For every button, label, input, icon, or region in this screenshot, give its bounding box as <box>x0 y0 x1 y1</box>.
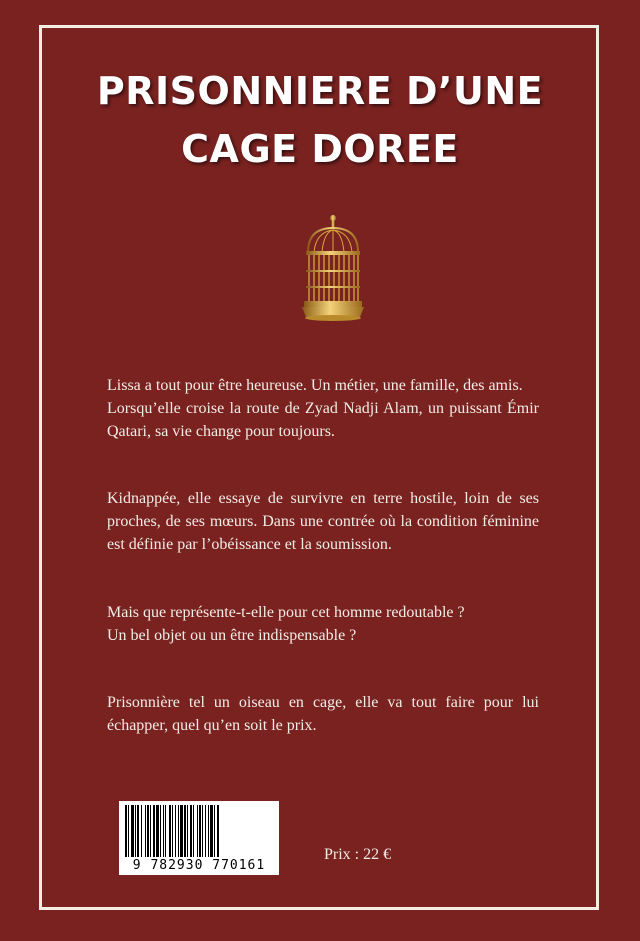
barcode-bar <box>187 805 188 857</box>
barcode-bar <box>156 805 159 857</box>
barcode-bar <box>153 805 155 857</box>
blurb-sentence: Prisonnière tel un oiseau en cage, elle va tout faire pour lui échapper, quel qu’en soit le prix. <box>107 694 539 734</box>
barcode-bars <box>119 801 279 859</box>
barcode-bar <box>184 805 186 857</box>
barcode-bar <box>205 805 206 857</box>
barcode-bar <box>145 805 146 857</box>
price-label: Prix : 22 € <box>324 846 392 863</box>
barcode-bar <box>131 805 134 857</box>
blurb-sentence: Lissa a tout pour être heureuse. Un métier, une famille, des amis. <box>107 377 523 394</box>
barcode-bar <box>202 805 203 857</box>
barcode-bar <box>172 805 173 857</box>
barcode-bar <box>178 805 179 857</box>
blurb-sentence: Mais que représente-t-elle pour cet homme redoutable ? <box>107 604 465 621</box>
isbn-barcode <box>119 801 279 875</box>
isbn-number: 9 782930 770161 <box>132 858 266 873</box>
title-line-1: PRISONNIERE D’UNE <box>96 69 544 113</box>
barcode-bar <box>135 805 136 857</box>
barcode-bar <box>137 805 139 857</box>
barcode-bar <box>169 805 171 857</box>
barcode-bar <box>160 805 161 857</box>
barcode-bar <box>128 805 129 857</box>
barcode-bar <box>210 805 213 857</box>
blurb-sentence: Lorsqu’elle croise la route de Zyad Nadji Alam, un puissant Émir Qatari, sa vie change pour toujours. <box>107 400 539 440</box>
blurb-paragraph-3 <box>107 601 539 647</box>
blurb-paragraph-2 <box>107 487 539 556</box>
barcode-bar <box>165 805 166 857</box>
blurb-paragraph-4 <box>107 691 539 737</box>
golden-birdcage-icon <box>300 212 366 324</box>
barcode-bar <box>150 805 151 857</box>
blurb-sentence: Kidnappée, elle essaye de survivre en terre hostile, loin de ses proches, de ses mœurs. Dans une contrée où la condition féminine est définie par l’obéissance et la soumission. <box>107 490 539 553</box>
barcode-bar <box>175 805 176 857</box>
barcode-bar <box>125 805 127 857</box>
blurb-paragraph-1 <box>107 374 539 443</box>
barcode-bar <box>141 805 142 857</box>
barcode-bar <box>163 805 164 857</box>
book-title <box>0 62 640 178</box>
barcode-bar <box>208 805 209 857</box>
barcode-bar <box>180 805 183 857</box>
blurb-sentence: Un bel objet ou un être indispensable ? <box>107 627 357 644</box>
barcode-bar <box>214 805 215 857</box>
barcode-bar <box>147 805 149 857</box>
barcode-bar <box>197 805 198 857</box>
title-line-2: CAGE DOREE <box>181 127 459 171</box>
barcode-bar <box>190 805 192 857</box>
barcode-bar <box>217 805 219 857</box>
barcode-bar <box>193 805 194 857</box>
barcode-bar <box>199 805 201 857</box>
